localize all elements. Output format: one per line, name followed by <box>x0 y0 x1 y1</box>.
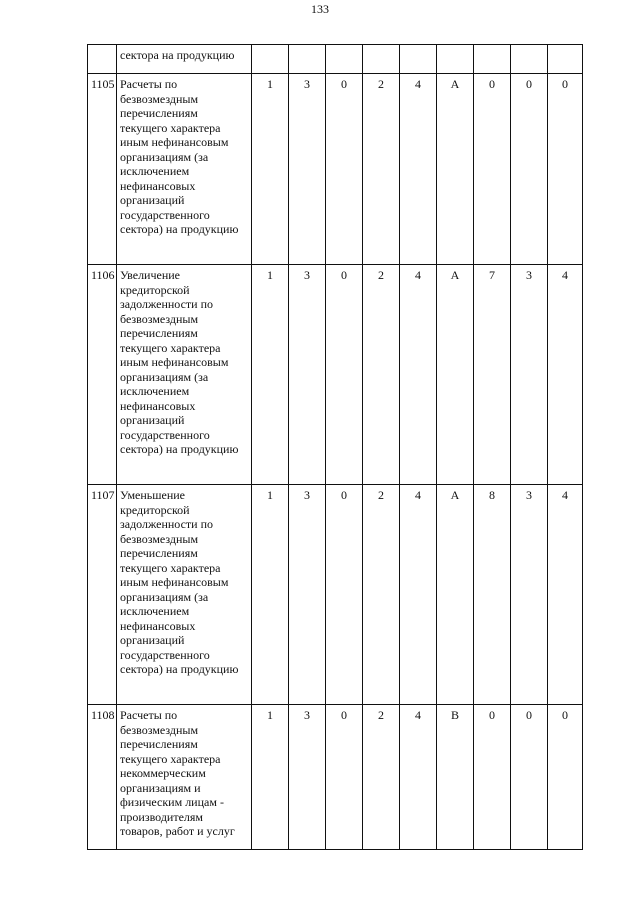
code-digit-7: 0 <box>474 74 511 265</box>
code-digit-6: А <box>437 265 474 485</box>
page-number: 133 <box>311 2 329 16</box>
code-digit-2: 3 <box>289 74 326 265</box>
code-digit-1: 1 <box>252 705 289 850</box>
code-digit-2: 3 <box>289 485 326 705</box>
code-digit-4 <box>363 45 400 74</box>
code-digit-9: 4 <box>548 485 583 705</box>
table-row <box>88 265 583 485</box>
code-digit-9: 4 <box>548 265 583 485</box>
code-digit-1: 1 <box>252 265 289 485</box>
row-description: Расчеты по безвозмездным перечислениям текущего характера некоммерческим организациям и физическим лицам - производителям товаров, работ и услуг <box>117 705 252 850</box>
code-digit-6: А <box>437 74 474 265</box>
table-row <box>88 705 583 850</box>
code-digit-8: 3 <box>511 485 548 705</box>
code-digit-3: 0 <box>326 74 363 265</box>
code-digit-3: 0 <box>326 485 363 705</box>
code-digit-8: 0 <box>511 74 548 265</box>
code-digit-9 <box>548 45 583 74</box>
code-digit-4: 2 <box>363 705 400 850</box>
code-digit-5: 4 <box>400 265 437 485</box>
row-description: Уменьшение кредиторской задолженности по безвозмездным перечислениям текущего характера иным нефинансовым организациям (за исключением нефинансовых организаций государственного сектора) на продукцию <box>117 485 252 705</box>
code-digit-4: 2 <box>363 265 400 485</box>
code-digit-3: 0 <box>326 265 363 485</box>
row-description: Увеличение кредиторской задолженности по безвозмездным перечислениям текущего характера иным нефинансовым организациям (за исключением нефинансовых организаций государственного сектора) на продукцию <box>117 265 252 485</box>
table-row <box>88 74 583 265</box>
row-number: 1105 <box>88 74 117 265</box>
code-digit-4: 2 <box>363 74 400 265</box>
code-digit-5: 4 <box>400 705 437 850</box>
row-number: 1108 <box>88 705 117 850</box>
row-description: Расчеты по безвозмездным перечислениям текущего характера иным нефинансовым организациям (за исключением нефинансовых организаций государственного сектора) на продукцию <box>117 74 252 265</box>
code-digit-5 <box>400 45 437 74</box>
code-digit-9: 0 <box>548 74 583 265</box>
row-description: сектора на продукцию <box>117 45 252 74</box>
row-number: 1106 <box>88 265 117 485</box>
code-digit-9: 0 <box>548 705 583 850</box>
code-digit-7: 0 <box>474 705 511 850</box>
code-digit-8 <box>511 45 548 74</box>
row-number <box>88 45 117 74</box>
code-digit-4: 2 <box>363 485 400 705</box>
table-row <box>88 45 583 74</box>
code-digit-2: 3 <box>289 265 326 485</box>
code-digit-7: 7 <box>474 265 511 485</box>
code-digit-7 <box>474 45 511 74</box>
code-digit-5: 4 <box>400 74 437 265</box>
code-digit-1: 1 <box>252 485 289 705</box>
code-digit-3: 0 <box>326 705 363 850</box>
table-body <box>88 45 583 850</box>
code-digit-2: 3 <box>289 705 326 850</box>
code-digit-5: 4 <box>400 485 437 705</box>
code-digit-6: А <box>437 485 474 705</box>
code-digit-3 <box>326 45 363 74</box>
code-digit-6 <box>437 45 474 74</box>
table-row <box>88 485 583 705</box>
row-number: 1107 <box>88 485 117 705</box>
code-digit-2 <box>289 45 326 74</box>
code-digit-7: 8 <box>474 485 511 705</box>
code-digit-1 <box>252 45 289 74</box>
code-digit-8: 0 <box>511 705 548 850</box>
code-digit-8: 3 <box>511 265 548 485</box>
code-digit-6: В <box>437 705 474 850</box>
code-digit-1: 1 <box>252 74 289 265</box>
account-codes-table <box>87 44 583 850</box>
